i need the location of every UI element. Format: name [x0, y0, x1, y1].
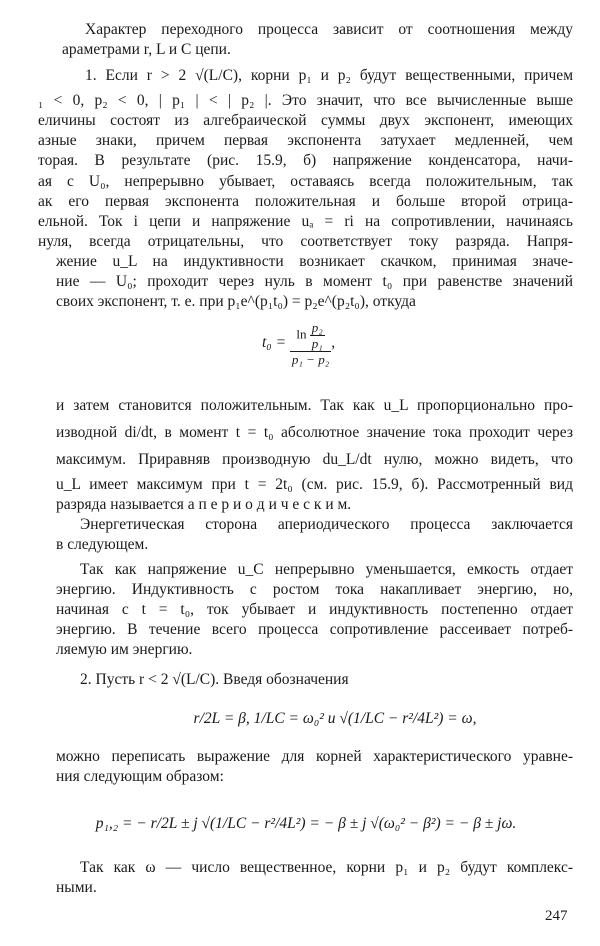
text-line: Так как напряжение u_C непрерывно уменьшается, емкость отдает	[80, 561, 573, 578]
text-line: можно переписать выражение для корней характеристического уравне-	[56, 748, 573, 765]
text-line: азные знаки, причем первая экспонента затухает медленней, чем	[38, 132, 573, 149]
formula-lhs: t₀ =	[262, 334, 287, 352]
text-line: разряда называется а п е р и о д и ч е с к и м.	[56, 496, 352, 513]
page-number: 247	[545, 908, 568, 924]
formula-definitions: r/2L = β, 1/LC = ω₀² и √(1/LC − r²/4L²) = ω,	[193, 710, 477, 727]
text-line: энергию. Индуктивность с ростом тока накапливает энергию, но,	[56, 581, 573, 598]
text-line: начиная с t = t₀, ток убывает и индуктивность постепенно отдает	[56, 601, 573, 618]
text-line: жение u_L на индуктивности возникает скачком, принимая значе-	[56, 253, 573, 270]
formula-roots: p₁,₂ = − r/2L ± j √(1/LC − r²/4L²) = − β ± j √(ω₀² − β²) = − β ± jω.	[95, 815, 517, 832]
text-line: в следующем.	[56, 536, 149, 553]
text-line: еличины состоят из алгебраической суммы двух экспонент, имеющих	[38, 112, 573, 129]
text-line: ния следующим образом:	[56, 768, 224, 785]
text-line: Энергетическая сторона апериодического процесса заключается	[80, 516, 573, 533]
text-line: 2. Пусть r < 2 √(L/C). Введя обозначения	[80, 671, 349, 688]
text-line: ₁ < 0, p₂ < 0, | p₁ | < | p₂ |. Это значит, что все вычисленные выше	[38, 92, 573, 109]
fraction-numerator: p₂	[311, 320, 323, 335]
formula-t0	[262, 320, 335, 367]
text-line: ляемую им энергию.	[56, 641, 193, 658]
text-line: Так как ω — число вещественное, корни p₁ и p₂ будут комплекс-	[80, 859, 573, 876]
text-line: торая. В результате (рис. 15.9, б) напряжение конденсатора, начи-	[38, 152, 573, 169]
text-line: ельной. Ток i цепи и напряжение uₐ = ri на сопротивлении, начинаясь	[38, 213, 573, 230]
ln-label: ln	[296, 326, 307, 342]
text-line: изводной di/dt, в момент t = t₀ абсолютное значение тока проходит через	[56, 424, 573, 441]
text-line: араметрами r, L и C цепи.	[62, 41, 231, 58]
text-line: ными.	[56, 879, 97, 896]
text-line: максимум. Приравняв производную du_L/dt нулю, можно видеть, что	[56, 451, 573, 468]
fraction	[290, 320, 331, 367]
text-line: своих экспонент, т. е. при p₁e^(p₁t₀) = p₂e^(p₂t₀), откуда	[56, 293, 416, 310]
fraction-denominator: p₁ − p₂	[291, 352, 330, 367]
text-line: нуля, всегда отрицательны, что соответствует току разряда. Напря-	[38, 233, 573, 250]
formula-tail: ,	[331, 334, 336, 352]
text-line: ая с U₀, непрерывно убывает, оставаясь всегда положительным, так	[38, 173, 573, 190]
fraction-denominator: p₁	[311, 336, 323, 351]
text-line: ак его первая экспонента положительная и больше второй отрица-	[38, 193, 573, 210]
text-line: и затем становится положительным. Так как u_L пропорционально про-	[56, 397, 573, 414]
text-line: u_L имеет максимум при t = 2t₀ (см. рис. 15.9, б). Рассмотренный вид	[56, 476, 573, 493]
text-line: энергию. В течение всего процесса сопротивление рассеивает потреб-	[56, 621, 573, 638]
text-line: Характер переходного процесса зависит от соотношения между	[85, 21, 573, 38]
text-line: 1. Если r > 2 √(L/C), корни p₁ и p₂ будут вещественными, причем	[85, 67, 573, 84]
text-line: ние — U₀; проходит через нуль в момент t₀ при равенстве значений	[56, 273, 573, 290]
